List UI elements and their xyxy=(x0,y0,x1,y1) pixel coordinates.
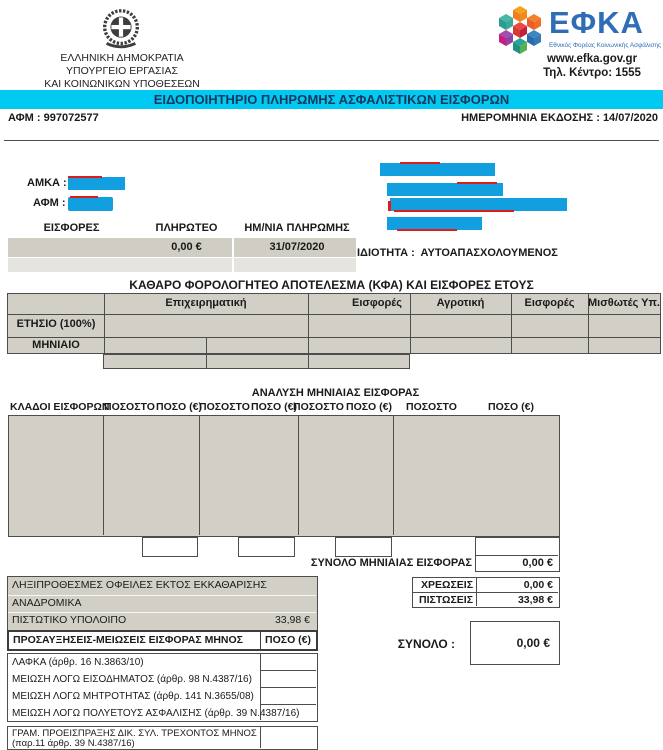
grand-total-label: ΣΥΝΟΛΟ : xyxy=(397,637,455,651)
analysis-subcell-1 xyxy=(142,537,198,557)
grid-line xyxy=(103,416,104,535)
analysis-total-box xyxy=(475,537,560,572)
issue-date-label: ΗΜΕΡΟΜΗΝΙΑ ΕΚΔΟΣΗΣ : xyxy=(461,112,600,124)
adjustment-row-income: ΜΕΙΩΣΗ ΛΟΓΩ ΕΙΣΟΔΗΜΑΤΟΣ (άρθρ. 98 Ν.4387/16) xyxy=(12,674,252,685)
grid-line xyxy=(298,416,299,535)
kfa-col-eisfores-2: Εισφορές xyxy=(524,297,575,309)
redaction-bar-amka xyxy=(68,177,125,190)
idiotita xyxy=(357,247,558,259)
adjustments-amount-header: ΠΟΣΟ (€) xyxy=(265,634,311,646)
payment-due-date: 31/07/2020 xyxy=(269,241,325,253)
payment-header-date: ΗΜ/ΝΙΑ ΠΛΗΡΩΜΗΣ xyxy=(244,222,350,234)
analysis-header-pososto-3: ΠΟΣΟΣΤΟ xyxy=(293,401,344,413)
column-divider xyxy=(232,258,234,272)
redaction-bar-address-3 xyxy=(387,217,482,230)
redaction-mark xyxy=(394,210,514,212)
grid-line xyxy=(393,416,394,535)
adjustments-header-row xyxy=(7,630,318,651)
analysis-title: ΑΝΑΛΥΣΗ ΜΗΝΙΑΙΑΣ ΕΙΣΦΟΡΑΣ xyxy=(251,387,420,399)
analysis-header-pososto-1: ΠΟΣΟΣΤΟ xyxy=(104,401,155,413)
balances-row-credit: ΠΙΣΤΩΤΙΚΟ ΥΠΟΛΟΙΠΟ xyxy=(12,614,127,626)
row-separator xyxy=(8,612,316,613)
adjustment-row-lafka: ΛΑΦΚΑ (άρθρ. 16 Ν.3863/10) xyxy=(12,657,144,668)
prepaid-fee-line-2: (παρ.11 άρθρ. 39 Ν.4387/16) xyxy=(12,738,135,749)
grid-line xyxy=(8,314,660,315)
banner-title: ΕΙΔΟΠΟΙΗΤΗΡΙΟ ΠΛΗΡΩΜΗΣ ΑΣΦΑΛΙΣΤΙΚΩΝ ΕΙΣΦΟΡΩΝ xyxy=(0,90,663,109)
kfa-row-etisio: ΕΤΗΣΙΟ (100%) xyxy=(16,318,96,330)
kfa-col-misthotes: Μισθωτές Υπ. xyxy=(588,297,660,309)
redaction-bar-name xyxy=(380,163,495,176)
analysis-header-pososto-2: ΠΟΣΟΣΤΟ xyxy=(199,401,250,413)
org-afm-label: ΑΦΜ : xyxy=(8,112,41,124)
analysis-subcell-3 xyxy=(335,537,392,557)
idiotita-value: ΑΥΤΟΑΠΑΣΧΟΛΟΥΜΕΝΟΣ xyxy=(420,247,558,259)
grid-line xyxy=(206,355,207,368)
grand-total-box xyxy=(470,621,560,665)
kfa-col-epixeirimatiki: Επιχειρηματική xyxy=(165,297,247,309)
grid-line xyxy=(260,704,316,705)
balances-row-retro: ΑΝΑΔΡΟΜΙΚΑ xyxy=(12,597,82,609)
payment-header-eisfores: ΕΙΣΦΟΡΕΣ xyxy=(43,222,100,234)
credits-label: ΠΙΣΤΩΣΕΙΣ xyxy=(419,594,473,606)
payment-empty-row xyxy=(8,258,356,272)
issue-date-value: 14/07/2020 xyxy=(602,112,658,124)
org-afm xyxy=(8,112,99,124)
charges-credits-table xyxy=(412,577,560,608)
redaction-mark xyxy=(400,162,440,164)
grid-line xyxy=(8,337,660,338)
balances-row-overdue: ΛΗΞΙΠΡΟΘΕΣΜΕΣ ΟΦΕΙΛΕΣ ΕΚΤΟΣ ΕΚΚΑΘΑΡΙΣΗΣ xyxy=(12,579,267,591)
analysis-header-poso-4: ΠΟΣΟ (€) xyxy=(488,401,534,413)
adjustment-row-maternity: ΜΕΙΩΣΗ ΛΟΓΩ ΜΗΤΡΟΤΗΤΑΣ (άρθρ. 141 Ν.3655/08) xyxy=(12,691,254,702)
grand-total-value: 0,00 € xyxy=(516,636,550,650)
row-separator xyxy=(8,595,316,596)
efka-phone: Τηλ. Κέντρο: 1555 xyxy=(543,67,641,79)
efka-tagline: Εθνικός Φορέας Κοινωνικής Ασφάλισης xyxy=(549,42,662,49)
issue-date xyxy=(360,112,658,124)
adjustments-header: ΠΡΟΣΑΥΞΗΣΕΙΣ-ΜΕΙΩΣΕΙΣ ΕΙΣΦΟΡΑΣ ΜΗΝΟΣ xyxy=(13,634,243,646)
analysis-header-poso-1: ΠΟΣΟ (€) xyxy=(156,401,202,413)
kfa-substrip xyxy=(103,354,410,369)
adjustment-row-longevity: ΜΕΙΩΣΗ ΛΟΓΩ ΠΟΛΥΕΤΟΥΣ ΑΣΦΑΛΙΣΗΣ (άρθρ. 39 Ν.4387/16) xyxy=(12,708,300,719)
kfa-row-miniaio: ΜΗΝΙΑΙΟ xyxy=(32,339,80,351)
analysis-subcell-2 xyxy=(238,537,295,557)
insured-afm-label: ΑΦΜ : xyxy=(33,197,66,209)
redaction-bar-address-1 xyxy=(387,183,503,196)
kfa-title: ΚΑΘΑΡΟ ΦΟΡΟΛΟΓΗΤΕΟ ΑΠΟΤΕΛΕΣΜΑ (ΚΦΑ) ΚΑΙ ΕΙΣΦΟΡΕΣ ΕΤΟΥΣ xyxy=(129,278,534,292)
amka-label: ΑΜΚΑ : xyxy=(27,177,67,189)
payment-amount: 0,00 € xyxy=(171,241,202,253)
ministry-line: ΚΑΙ ΚΟΙΝΩΝΙΚΩΝ ΥΠΟΘΕΣΕΩΝ xyxy=(44,78,200,90)
analysis-header-poso-2: ΠΟΣΟ (€) xyxy=(251,401,297,413)
redaction-bar-afm xyxy=(68,197,113,211)
redaction-mark xyxy=(68,176,102,178)
ministry-line: ΥΠΟΥΡΓΕΙΟ ΕΡΓΑΣΙΑΣ xyxy=(66,65,178,77)
charges-value: 0,00 € xyxy=(523,579,553,591)
balances-box xyxy=(7,576,318,631)
ministry-line: ΕΛΛΗΝΙΚΗ ΔΗΜΟΚΡΑΤΙΑ xyxy=(60,52,184,64)
analysis-header-pososto-4: ΠΟΣΟΣΤΟ xyxy=(406,401,457,413)
kfa-col-agrotiki: Αγροτική xyxy=(436,297,485,309)
org-afm-value: 997072577 xyxy=(43,112,99,124)
grid-line xyxy=(476,555,558,556)
redaction-mark xyxy=(388,201,391,211)
adjustments-rows-box xyxy=(7,653,318,722)
redaction-mark xyxy=(70,196,98,198)
redaction-mark xyxy=(397,229,457,231)
grid-line xyxy=(260,687,316,688)
redaction-bar-address-2 xyxy=(390,198,567,211)
charges-label: ΧΡΕΩΣΕΙΣ xyxy=(421,579,473,591)
grid-line xyxy=(260,727,261,748)
redaction-mark xyxy=(457,182,497,184)
analysis-header-klados: ΚΛΑΔΟΙ ΕΙΣΦΟΡΩΝ xyxy=(10,401,110,413)
grid-line xyxy=(413,592,558,593)
payment-header-plirwteo: ΠΛΗΡΩΤΕΟ xyxy=(155,222,218,234)
kfa-table xyxy=(7,293,661,354)
prepaid-fee-box xyxy=(7,726,318,750)
payment-value-row xyxy=(8,238,356,257)
grid-line xyxy=(199,416,200,535)
divider-line xyxy=(4,140,659,141)
analysis-table xyxy=(8,415,560,537)
efka-logo-icon xyxy=(496,5,544,55)
grid-line xyxy=(206,337,207,353)
column-divider xyxy=(232,238,234,257)
credit-balance-value: 33,98 € xyxy=(274,614,310,626)
analysis-total-label: ΣΥΝΟΛΟ ΜΗΝΙΑΙΑΣ ΕΙΣΦΟΡΑΣ xyxy=(310,557,472,569)
greek-coat-of-arms-icon xyxy=(96,5,146,53)
analysis-header-poso-3: ΠΟΣΟ (€) xyxy=(346,401,392,413)
idiotita-label: ΙΔΙΟΤΗΤΑ : xyxy=(357,247,415,259)
credits-value: 33,98 € xyxy=(517,594,553,606)
kfa-col-eisfores-1: Εισφορές xyxy=(352,297,402,309)
grid-line xyxy=(308,355,309,368)
grid-line xyxy=(260,670,316,671)
efka-logo-text: ΕΦΚΑ xyxy=(549,5,644,40)
prepaid-fee-line-1: ΓΡΑΜ. ΠΡΟΕΙΣΠΡΑΞΗΣ ΔΙΚ. ΣΥΛ. ΤΡΕΧΟΝΤΟΣ ΜΗΝΟΣ xyxy=(12,728,257,739)
efka-website: www.efka.gov.gr xyxy=(546,53,638,65)
analysis-total-value: 0,00 € xyxy=(522,557,553,569)
